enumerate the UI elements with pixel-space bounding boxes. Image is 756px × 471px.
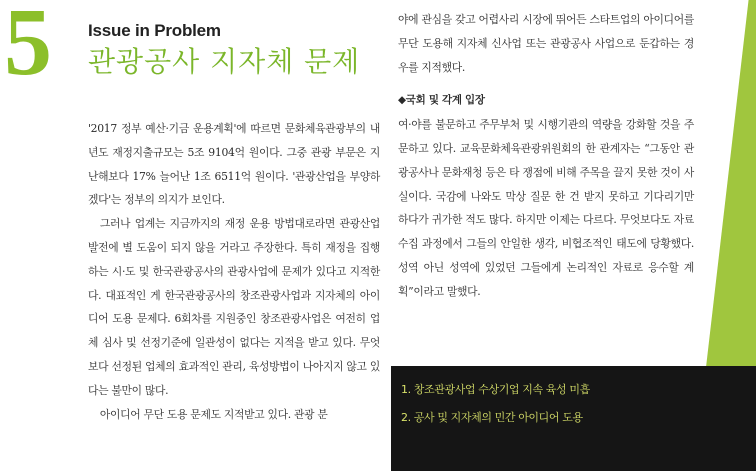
paragraph-idea-theft-start: 아이디어 무단 도용 문제도 지적받고 있다. 관광 분 — [99, 407, 328, 421]
summary-item-1: 1. 창조관광사업 수상기업 지속 육성 미흡 — [401, 383, 590, 396]
kicker-label: Issue in Problem — [88, 21, 221, 40]
paragraph-idea-theft-continued: 야에 관심을 갖고 어렵사리 시장에 뛰어든 스타트업의 아이디어를 무단 도용해 지자체 신사업 또는 관광공사 사업으로 둔갑하는 경우를 지적했다. — [398, 13, 694, 74]
right-text-column — [398, 8, 694, 304]
summary-item-2: 2. 공사 및 지자체의 민간 아이디어 도용 — [401, 411, 583, 424]
paragraph-budget: '2017 정부 예산·기금 운용계획'에 따르면 문화체육관광부의 내년도 재정지출규모는 5조 9104억 원이다. 그중 관광 부문은 지난해보다 17% 늘어난 1조 6511억 원이다. '관광산업을 부양하겠다'는 정부의 의지가 보인다. — [88, 122, 380, 207]
article-headline: 관광공사 지자체 문제 — [88, 45, 361, 78]
left-text-column — [88, 117, 380, 426]
section-number: 5 — [4, 0, 52, 95]
section-heading: ◆국회 및 각계 입장 — [398, 94, 485, 107]
paragraph-stakeholder-positions: 여·야를 불문하고 주무부처 및 시행기관의 역량을 강화할 것을 주문하고 있다. 교육문화체육관광위원회의 한 관계자는 “그동안 관광공사나 문화재청 등은 타 쟁점에 비해 주목을 끌지 못한 것이 사실이다. 국감에 나와도 막상 질문 한 건 받지 못하고 기다리기만 하다가 귀가한 적도 많다. 하지만 이제는 다르다. 무엇보다도 자료 수집 과정에서 그들의 안일한 생각, 비협조적인 태도에 당황했다. 성역 아닌 성역에 있었던 그들에게 논리적인 자료로 응수할 계획”이라고 말했다. — [398, 118, 694, 298]
paragraph-industry-claims: 그러나 업계는 지금까지의 재정 운용 방법대로라면 관광산업 발전에 별 도움이 되지 않을 거라고 주장한다. 특히 재정을 집행하는 시·도 및 한국관광공사의 관광사업에 문제가 있다고 지적한다. 대표적인 게 한국관광공사의 창조관광사업과 지자체의 아이디어 도용 문제다. 6회차를 지원중인 창조관광사업은 여전히 업체 심사 및 선정기준에 일관성이 없다는 지적을 받고 있다. 무엇보다 선정된 업체의 효과적인 관리, 육성방법이 나아지지 않고 있다는 불만이 많다. — [88, 217, 380, 397]
